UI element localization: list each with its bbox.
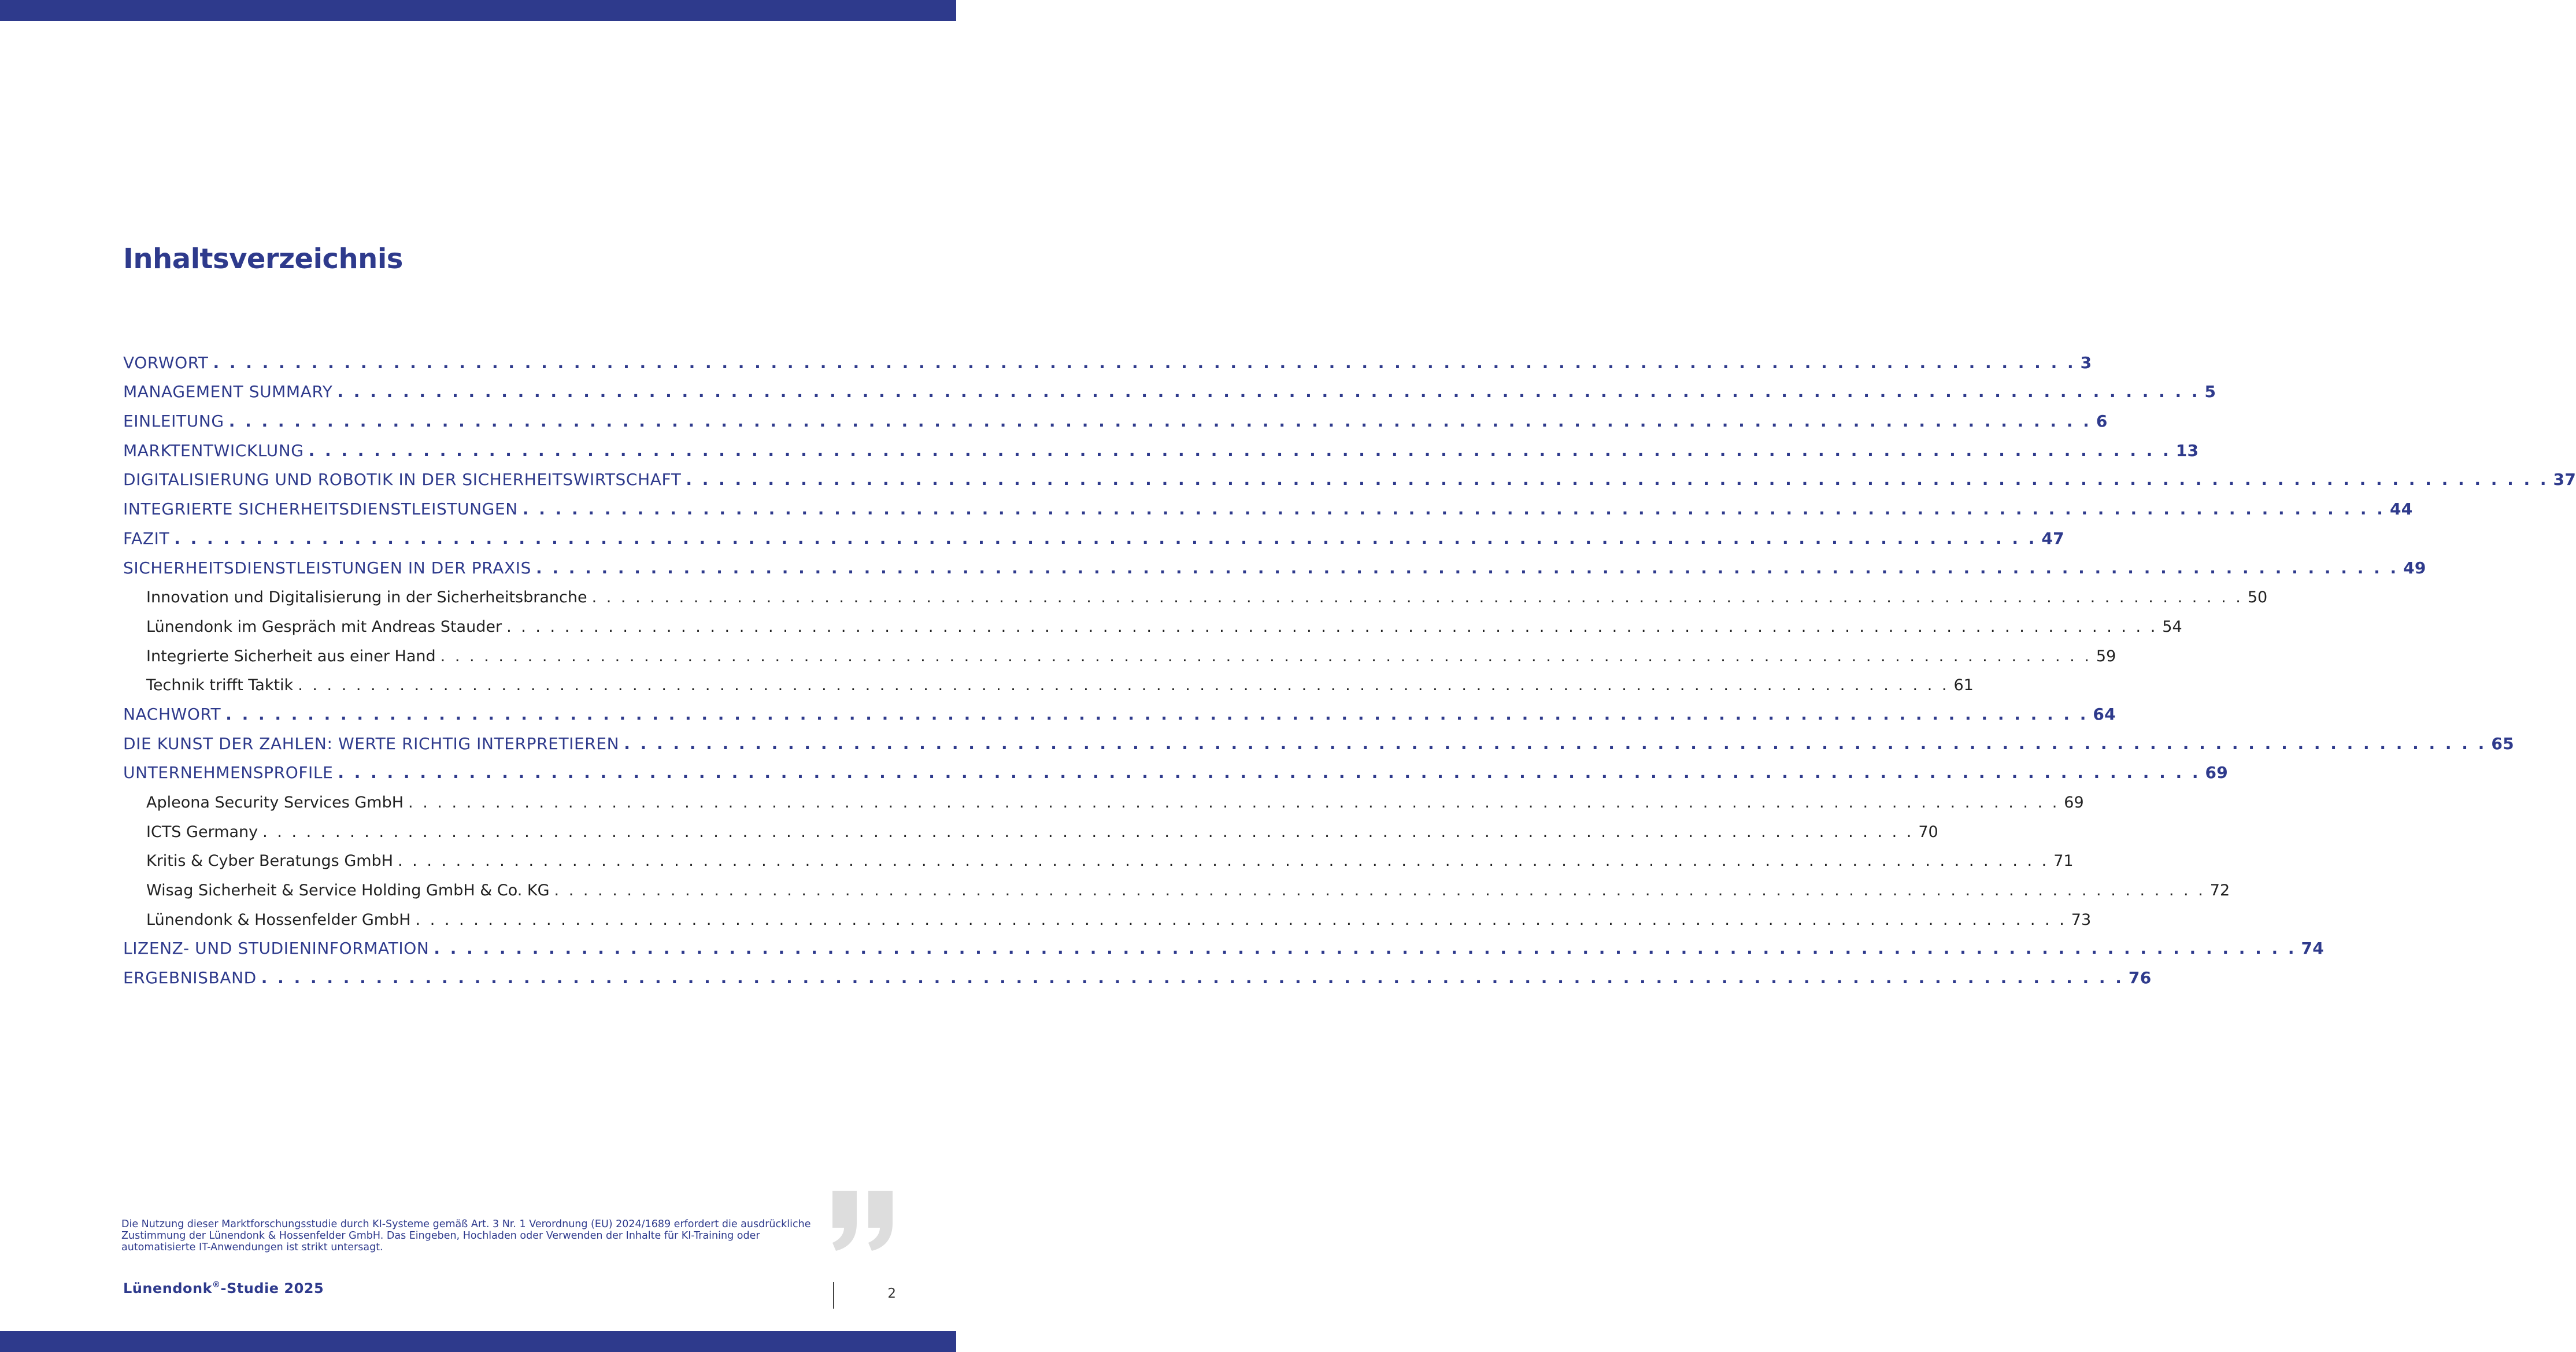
toc-entry-label: EINLEITUNG bbox=[123, 412, 224, 431]
toc-entry-label: VORWORT bbox=[123, 353, 209, 372]
toc-leader-dots: . . . . . . . . . . . . . . . . . . . . . . . . . . . . . . . . . . . . . . . . . . . . . . . . . . . . . . . . . . . . . . . . . . . . . . . . . . . . . . . . . . . . . . . . . . . . . . . . . . . . . . . . . . . . . . . . . . bbox=[337, 382, 2200, 402]
registered-mark: ® bbox=[212, 1280, 221, 1290]
toc-entry-label: DIGITALISIERUNG UND ROBOTIK IN DER SICHERHEITSWIRTSCHAFT bbox=[123, 470, 682, 490]
toc-entry-page: 61 bbox=[1953, 676, 1974, 695]
toc-leader-dots: . . . . . . . . . . . . . . . . . . . . . . . . . . . . . . . . . . . . . . . . . . . . . . . . . . . . . . . . . . . . . . . . . . . . . . . . . . . . . . . . . . . . . . . . . . . . . . . . . . . . . . . . . . . . . . . . . . bbox=[228, 412, 2092, 431]
toc-entry-label: NACHWORT bbox=[123, 704, 221, 724]
toc-entry-label: SICHERHEITSDIENSTLEISTUNGEN IN DER PRAXIS bbox=[123, 558, 531, 577]
toc-entry-label: Kritis & Cyber Beratungs GmbH bbox=[146, 852, 393, 871]
toc-leader-dots: . . . . . . . . . . . . . . . . . . . . . . . . . . . . . . . . . . . . . . . . . . . . . . . . . . . . . . . . . . . . . . . . . . . . . . . . . . . . . . . . . . . . . . . . . . . . . . . . . . . . . . . . . . . . . . . . . . bbox=[308, 440, 2171, 460]
bottom-brand-bar bbox=[0, 1331, 956, 1352]
page-title: Inhaltsverzeichnis bbox=[123, 243, 403, 275]
footer-brand-suffix: -Studie 2025 bbox=[220, 1280, 324, 1297]
toc-entry-page: 70 bbox=[1918, 823, 1938, 841]
toc-leader-dots: . . . . . . . . . . . . . . . . . . . . . . . . . . . . . . . . . . . . . . . . . . . . . . . . . . . . . . . . . . . . . . . . . . . . . . . . . . . . . . . . . . . . . . . . . . . . . . . . . . . . . . . . . . . . . . . . . . bbox=[225, 704, 2089, 724]
toc-subentry[interactable] bbox=[123, 817, 1938, 847]
toc-entry-page: 65 bbox=[2491, 734, 2514, 753]
footer-brand bbox=[123, 1280, 324, 1297]
toc-entry[interactable] bbox=[123, 964, 2152, 993]
toc-leader-dots: . . . . . . . . . . . . . . . . . . . . . . . . . . . . . . . . . . . . . . . . . . . . . . . . . . . . . . . . . . . . . . . . . . . . . . . . . . . . . . . . . . . . . . . . . . . . . . . . . . . . . . . . . . . . . . . . . . bbox=[415, 910, 2067, 929]
toc-entry-label: Innovation und Digitalisierung in der Sicherheitsbranche bbox=[146, 588, 587, 607]
toc-entry[interactable] bbox=[123, 466, 2576, 495]
toc-leader-dots: . . . . . . . . . . . . . . . . . . . . . . . . . . . . . . . . . . . . . . . . . . . . . . . . . . . . . . . . . . . . . . . . . . . . . . . . . . . . . . . . . . . . . . . . . . . . . . . . . . . . . . . . . . . . . . . . . . bbox=[554, 881, 2205, 900]
toc-leader-dots: . . . . . . . . . . . . . . . . . . . . . . . . . . . . . . . . . . . . . . . . . . . . . . . . . . . . . . . . . . . . . . . . . . . . . . . . . . . . . . . . . . . . . . . . . . . . . . . . . . . . . . . . . . . . . . . . . . bbox=[338, 763, 2201, 783]
toc-entry-label: Lünendonk & Hossenfelder GmbH bbox=[146, 910, 411, 929]
toc-entry[interactable] bbox=[123, 378, 2216, 408]
toc-subentry[interactable] bbox=[123, 583, 2268, 613]
toc-subentry[interactable] bbox=[123, 612, 2182, 642]
toc-entry-label: FAZIT bbox=[123, 528, 170, 548]
toc-subentry[interactable] bbox=[123, 671, 1974, 701]
toc-entry-page: 74 bbox=[2301, 939, 2325, 958]
toc-entry-page: 69 bbox=[2064, 794, 2084, 812]
toc-entry[interactable] bbox=[123, 935, 2325, 964]
toc-leader-dots: . . . . . . . . . . . . . . . . . . . . . . . . . . . . . . . . . . . . . . . . . . . . . . . . . . . . . . . . . . . . . . . . . . . . . . . . . . . . . . . . . . . . . . . . . . . . . . . . . . . . . . . . . . . . . . . . . . bbox=[174, 528, 2037, 548]
toc-leader-dots: . . . . . . . . . . . . . . . . . . . . . . . . . . . . . . . . . . . . . . . . . . . . . . . . . . . . . . . . . . . . . . . . . . . . . . . . . . . . . . . . . . . . . . . . . . . . . . . . . . . . . . . . . . . . . . . . . . bbox=[298, 676, 1949, 695]
table-of-contents bbox=[123, 349, 2576, 993]
toc-leader-dots: . . . . . . . . . . . . . . . . . . . . . . . . . . . . . . . . . . . . . . . . . . . . . . . . . . . . . . . . . . . . . . . . . . . . . . . . . . . . . . . . . . . . . . . . . . . . . . . . . . . . . . . . . . . . . . . . . . bbox=[535, 558, 2399, 577]
toc-entry-label: UNTERNEHMENSPROFILE bbox=[123, 763, 334, 783]
toc-subentry[interactable] bbox=[123, 642, 2116, 671]
toc-subentry[interactable] bbox=[123, 788, 2084, 817]
toc-leader-dots: . . . . . . . . . . . . . . . . . . . . . . . . . . . . . . . . . . . . . . . . . . . . . . . . . . . . . . . . . . . . . . . . . . . . . . . . . . . . . . . . . . . . . . . . . . . . . . . . . . . . . . . . . . . . . . . . . . bbox=[686, 470, 2549, 490]
toc-entry-label: ICTS Germany bbox=[146, 823, 258, 841]
toc-entry-page: 64 bbox=[2093, 704, 2116, 724]
toc-entry-page: 13 bbox=[2175, 440, 2199, 460]
toc-entry-page: 71 bbox=[2053, 852, 2074, 871]
toc-entry-label: LIZENZ- UND STUDIENINFORMATION bbox=[123, 939, 430, 958]
toc-entry-page: 47 bbox=[2041, 528, 2064, 548]
toc-entry-page: 59 bbox=[2096, 647, 2116, 665]
toc-entry-page: 76 bbox=[2128, 968, 2152, 988]
toc-entry-page: 6 bbox=[2096, 412, 2108, 431]
toc-entry-label: Wisag Sicherheit & Service Holding GmbH & Co. KG bbox=[146, 881, 550, 900]
toc-entry-label: Integrierte Sicherheit aus einer Hand bbox=[146, 647, 436, 665]
toc-leader-dots: . . . . . . . . . . . . . . . . . . . . . . . . . . . . . . . . . . . . . . . . . . . . . . . . . . . . . . . . . . . . . . . . . . . . . . . . . . . . . . . . . . . . . . . . . . . . . . . . . . . . . . . . . . . . . . . . . . bbox=[398, 852, 2049, 871]
toc-entry-page: 5 bbox=[2204, 382, 2216, 402]
toc-entry-page: 50 bbox=[2247, 588, 2268, 607]
toc-entry[interactable] bbox=[123, 759, 2229, 788]
toc-entry[interactable] bbox=[123, 349, 2092, 378]
toc-subentry[interactable] bbox=[123, 905, 2092, 935]
toc-entry-label: Lünendonk im Gespräch mit Andreas Stauder bbox=[146, 617, 502, 636]
toc-entry-label: INTEGRIERTE SICHERHEITSDIENSTLEISTUNGEN bbox=[123, 499, 518, 519]
toc-entry-page: 49 bbox=[2403, 558, 2426, 577]
toc-entry-page: 3 bbox=[2080, 353, 2092, 372]
toc-entry-label: ERGEBNISBAND bbox=[123, 968, 257, 988]
toc-entry[interactable] bbox=[123, 495, 2413, 524]
toc-entry-label: MANAGEMENT SUMMARY bbox=[123, 382, 333, 402]
toc-entry-page: 54 bbox=[2162, 617, 2182, 636]
toc-leader-dots: . . . . . . . . . . . . . . . . . . . . . . . . . . . . . . . . . . . . . . . . . . . . . . . . . . . . . . . . . . . . . . . . . . . . . . . . . . . . . . . . . . . . . . . . . . . . . . . . . . . . . . . . . . . . . . . . . . bbox=[522, 499, 2385, 519]
toc-entry-label: DIE KUNST DER ZAHLEN: WERTE RICHTIG INTERPRETIEREN bbox=[123, 734, 620, 753]
footer-brand-name: Lünendonk bbox=[123, 1280, 213, 1297]
ai-usage-notice: Die Nutzung dieser Marktforschungsstudie durch KI-Systeme gemäß Art. 3 Nr. 1 Verordnung (EU) 2024/1689 erfordert die ausdrückliche Zustimmung der Lünendonk & Hossenfelder GmbH. Das Eingeben, Hochladen oder Verwenden der Inhalte für KI-Training oder automatisierte IT-Anwendungen ist strikt untersagt. bbox=[121, 1218, 811, 1253]
toc-entry[interactable] bbox=[123, 554, 2426, 583]
toc-leader-dots: . . . . . . . . . . . . . . . . . . . . . . . . . . . . . . . . . . . . . . . . . . . . . . . . . . . . . . . . . . . . . . . . . . . . . . . . . . . . . . . . . . . . . . . . . . . . . . . . . . . . . . . . . . . . . . . . . . bbox=[506, 617, 2158, 636]
toc-entry[interactable] bbox=[123, 729, 2514, 759]
toc-leader-dots: . . . . . . . . . . . . . . . . . . . . . . . . . . . . . . . . . . . . . . . . . . . . . . . . . . . . . . . . . . . . . . . . . . . . . . . . . . . . . . . . . . . . . . . . . . . . . . . . . . . . . . . . . . . . . . . . . . bbox=[262, 823, 1914, 841]
toc-leader-dots: . . . . . . . . . . . . . . . . . . . . . . . . . . . . . . . . . . . . . . . . . . . . . . . . . . . . . . . . . . . . . . . . . . . . . . . . . . . . . . . . . . . . . . . . . . . . . . . . . . . . . . . . . . . . . . . . . . bbox=[408, 794, 2060, 812]
toc-leader-dots: . . . . . . . . . . . . . . . . . . . . . . . . . . . . . . . . . . . . . . . . . . . . . . . . . . . . . . . . . . . . . . . . . . . . . . . . . . . . . . . . . . . . . . . . . . . . . . . . . . . . . . . . . . . . . . . . . . bbox=[591, 588, 2243, 607]
toc-entry-label: Apleona Security Services GmbH bbox=[146, 794, 404, 812]
toc-entry[interactable] bbox=[123, 524, 2064, 554]
toc-entry-label: Technik trifft Taktik bbox=[146, 676, 294, 695]
toc-entry-page: 37 bbox=[2553, 470, 2576, 490]
toc-leader-dots: . . . . . . . . . . . . . . . . . . . . . . . . . . . . . . . . . . . . . . . . . . . . . . . . . . . . . . . . . . . . . . . . . . . . . . . . . . . . . . . . . . . . . . . . . . . . . . . . . . . . . . . . . . . . . . . . . . bbox=[434, 939, 2297, 958]
closing-quote-icon bbox=[830, 1191, 900, 1251]
toc-entry-page: 44 bbox=[2389, 499, 2413, 519]
toc-entry[interactable] bbox=[123, 407, 2108, 436]
toc-entry-page: 73 bbox=[2071, 910, 2092, 929]
toc-subentry[interactable] bbox=[123, 847, 2074, 876]
toc-entry[interactable] bbox=[123, 436, 2199, 466]
toc-entry-page: 72 bbox=[2209, 881, 2230, 900]
toc-entry[interactable] bbox=[123, 700, 2116, 729]
top-brand-bar bbox=[0, 0, 956, 21]
footer-divider bbox=[833, 1282, 834, 1309]
toc-leader-dots: . . . . . . . . . . . . . . . . . . . . . . . . . . . . . . . . . . . . . . . . . . . . . . . . . . . . . . . . . . . . . . . . . . . . . . . . . . . . . . . . . . . . . . . . . . . . . . . . . . . . . . . . . . . . . . . . . . bbox=[261, 968, 2124, 988]
page-number: 2 bbox=[887, 1286, 896, 1301]
toc-subentry[interactable] bbox=[123, 876, 2230, 905]
toc-leader-dots: . . . . . . . . . . . . . . . . . . . . . . . . . . . . . . . . . . . . . . . . . . . . . . . . . . . . . . . . . . . . . . . . . . . . . . . . . . . . . . . . . . . . . . . . . . . . . . . . . . . . . . . . . . . . . . . . . . bbox=[624, 734, 2487, 753]
toc-leader-dots: . . . . . . . . . . . . . . . . . . . . . . . . . . . . . . . . . . . . . . . . . . . . . . . . . . . . . . . . . . . . . . . . . . . . . . . . . . . . . . . . . . . . . . . . . . . . . . . . . . . . . . . . . . . . . . . . . . bbox=[440, 647, 2092, 665]
toc-entry-page: 69 bbox=[2205, 763, 2229, 783]
toc-leader-dots: . . . . . . . . . . . . . . . . . . . . . . . . . . . . . . . . . . . . . . . . . . . . . . . . . . . . . . . . . . . . . . . . . . . . . . . . . . . . . . . . . . . . . . . . . . . . . . . . . . . . . . . . . . . . . . . . . . bbox=[213, 353, 2076, 372]
toc-entry-label: MARKTENTWICKLUNG bbox=[123, 440, 304, 460]
